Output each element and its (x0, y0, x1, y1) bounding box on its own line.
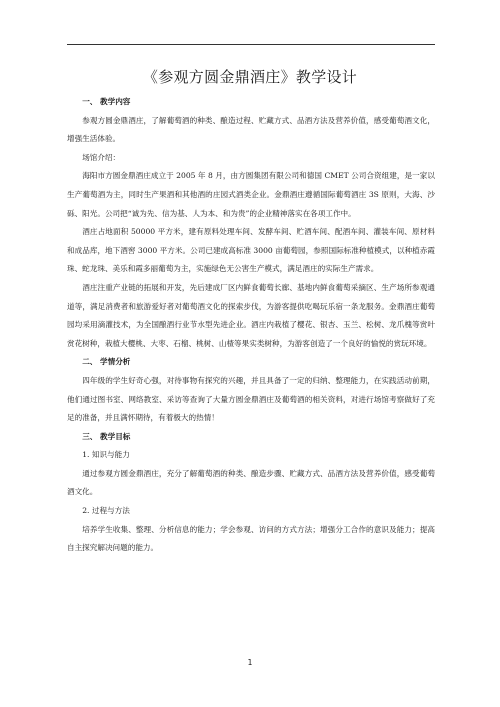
paragraph: 酒庄占地面积 50000 平方米，建有原料处理车间、发酵车间、贮酒车间、配酒车间、灌装车间、原材料和成品库，地下酒窖 3000 平方米。公司已建成高标准 3000 亩葡萄园，参照国际标准种植模式，以种植赤霞珠、蛇龙珠、美乐和霞多丽葡萄为主，实施绿色无公害生产模式，满足酒庄的实际生产需求。 (67, 227, 435, 274)
paragraph: 海阳市方圆金鼎酒庄成立于 2005 年 8 月，由方圆集团有限公司和德国 CMET 公司合资组建，是一家以生产葡萄酒为主，同时生产果酒和其他酒的庄园式酒类企业。金鼎酒庄遵循国际葡萄酒庄 3S 原则，大海、沙砾、阳光。公司把“诚为先、信为基、人为本、和为贵”的企业精神落实在各项工作中。 (67, 171, 435, 218)
document-body (67, 93, 435, 558)
header-rule (67, 44, 435, 45)
section-heading-2: 二、 学情分析 (82, 357, 131, 367)
paragraph: 场馆介绍： (82, 152, 121, 162)
section-heading-3: 三、 教学目标 (82, 431, 131, 441)
document-title: 《参观方圆金鼎酒庄》教学设计 (142, 68, 358, 86)
paragraph: 通过参观方圆金鼎酒庄，充分了解葡萄酒的种类、酿造步骤、贮藏方式、品酒方法及营养价值，感受葡萄酒文化。 (67, 468, 435, 497)
paragraph: 参观方圆金鼎酒庄，了解葡萄酒的种类、酿造过程、贮藏方式、品酒方法及营养价值，感受葡萄酒文化，增强生活体验。 (67, 115, 435, 144)
page-number: 1 (247, 658, 253, 667)
paragraph: 四年级的学生好奇心强，对待事物有探究的兴趣，并且具备了一定的归纳、整理能力，在实践活动前期，他们通过图书室、网络教室、采访等查询了大量方圆金鼎酒庄及葡萄酒的相关资料，对进行场馆考察做好了充足的准备，并且满怀期待，有着极大的热情！ (67, 375, 435, 423)
paragraph: 培养学生收集、整理、分析信息的能力；学会参观、访问的方式方法；增强分工合作的意识及能力；提高自主探究解决问题的能力。 (67, 524, 435, 553)
section-heading-1: 一、 教学内容 (82, 97, 131, 106)
paragraph: 1. 知识与能力 (82, 450, 130, 460)
paragraph: 2. 过程与方法 (82, 506, 130, 516)
paragraph: 酒庄注重产业链的拓展和开发，先后建成厂区内鲜食葡萄长廊、基地内鲜食葡萄采摘区、生产场所参观通道等，满足消费者和旅游爱好者对葡萄酒文化的探索步伐，为游客提供吃喝玩乐宿一条龙服务。金鼎酒庄葡萄园均采用滴灌技术，为全国酿酒行业节水型先进企业。酒庄内栽植了樱花、银杏、玉兰、松树、龙爪槐等赏叶赏花树种，栽植大樱桃、大枣、石榴、桃树、山楂等果实类树种，为游客创造了一个良好的愉悦的赏玩环境。 (67, 282, 435, 348)
